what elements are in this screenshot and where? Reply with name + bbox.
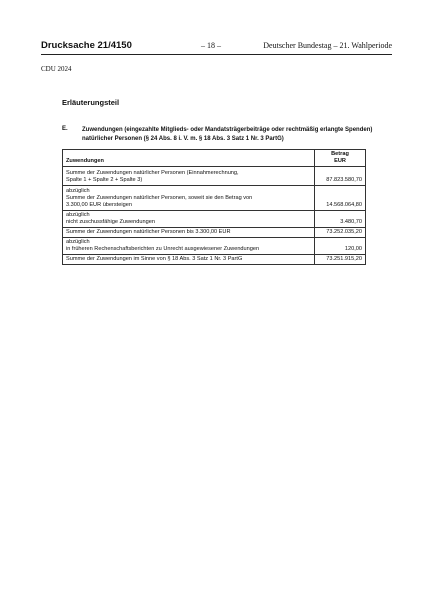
- row-amount: 3.480,70: [315, 211, 366, 228]
- document-number-prefix: Drucksache 21/: [41, 40, 111, 51]
- column-header-zuwendungen: Zuwendungen: [63, 150, 315, 167]
- table-row: [63, 255, 366, 265]
- column-header-betrag: [315, 150, 366, 167]
- row-label-line: Summe der Zuwendungen natürlicher Personen, soweit sie den Betrag von: [66, 195, 253, 201]
- table-header-row: [63, 150, 366, 167]
- row-label: [63, 186, 315, 211]
- row-label-line: in früheren Rechenschaftsberichten zu Unrecht ausgewiesener Zuwendungen: [66, 246, 260, 252]
- row-amount: 73.252.035,20: [315, 228, 366, 238]
- row-label: [63, 238, 315, 255]
- page-header: [41, 40, 392, 54]
- row-amount: 120,00: [315, 238, 366, 255]
- subsection-letter: E.: [62, 126, 68, 132]
- table-row: [63, 228, 366, 238]
- document-number: [41, 40, 132, 51]
- row-label-line: abzüglich: [66, 212, 90, 218]
- row-label-line: Summe der Zuwendungen natürlicher Personen (Einnahmerechnung,: [66, 170, 239, 176]
- party-label: CDU 2024: [41, 65, 72, 73]
- header-divider: [41, 54, 392, 55]
- row-label-line: Summe der Zuwendungen im Sinne von § 18 Abs. 3 Satz 1 Nr. 3 PartG: [66, 256, 243, 262]
- table-row: [63, 186, 366, 211]
- subsection-title: Zuwendungen (eingezahlte Mitglieds- oder Mandatsträgerbeiträge oder rechtmäßig erlangte Spenden) natürlicher Personen (§ 24 Abs. 8 i. V. m. § 18 Abs. 3 Satz 1 Nr. 3 PartG): [82, 127, 373, 142]
- legislative-period: Deutscher Bundestag – 21. Wahlperiode: [263, 41, 392, 50]
- row-amount: 87.823.580,70: [315, 167, 366, 186]
- row-label-line: abzüglich: [66, 188, 90, 194]
- row-label: [63, 255, 315, 265]
- row-label: [63, 167, 315, 186]
- document-number-value: 4150: [110, 40, 132, 51]
- row-label: [63, 228, 315, 238]
- row-label-line: Spalte 1 + Spalte 2 + Spalte 3): [66, 177, 143, 183]
- section-title: Erläuterungsteil: [62, 98, 120, 107]
- row-label-line: 3.300,00 EUR übersteigen: [66, 202, 132, 208]
- column-header-betrag-line2: EUR: [334, 158, 346, 164]
- table-row: [63, 238, 366, 255]
- row-amount: 14.568.064,80: [315, 186, 366, 211]
- row-label: [63, 211, 315, 228]
- table-row: [63, 211, 366, 228]
- table-row: [63, 167, 366, 186]
- page-number: – 18 –: [201, 41, 221, 50]
- row-label-line: nicht zuschussfähige Zuwendungen: [66, 219, 155, 225]
- row-amount: 73.251.915,20: [315, 255, 366, 265]
- donations-table: [62, 149, 366, 265]
- column-header-betrag-line1: Betrag: [331, 151, 349, 157]
- row-label-line: abzüglich: [66, 239, 90, 245]
- row-label-line: Summe der Zuwendungen natürlicher Personen bis 3.300,00 EUR: [66, 229, 231, 235]
